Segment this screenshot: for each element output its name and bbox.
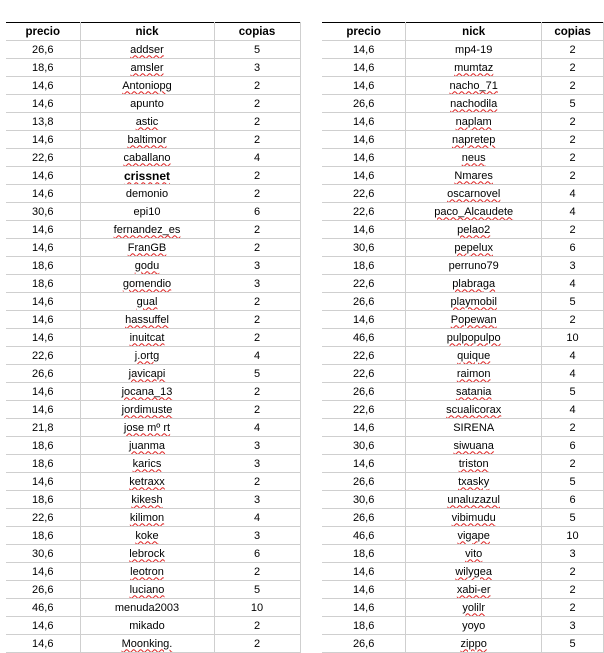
- cell-copias: 5: [542, 293, 604, 311]
- cell-copias: 4: [214, 419, 300, 437]
- cell-nick: jocana_13: [80, 383, 214, 401]
- table-row: [322, 563, 604, 581]
- table-row: [6, 545, 300, 563]
- cell-nick: vigape: [406, 527, 542, 545]
- table-row: [6, 365, 300, 383]
- cell-copias: 4: [542, 203, 604, 221]
- table-row: [322, 131, 604, 149]
- cell-copias: 2: [542, 455, 604, 473]
- cell-copias: 3: [214, 455, 300, 473]
- cell-nick: j.ortg: [80, 347, 214, 365]
- cell-copias: 4: [542, 365, 604, 383]
- table-row: [6, 347, 300, 365]
- cell-copias: 3: [214, 59, 300, 77]
- cell-nick: godu: [80, 257, 214, 275]
- cell-nick: caballano: [80, 149, 214, 167]
- cell-precio: 14,6: [322, 311, 406, 329]
- cell-precio: 14,6: [322, 563, 406, 581]
- cell-nick: perruno79: [406, 257, 542, 275]
- cell-copias: 2: [214, 635, 300, 653]
- cell-nick: epi10: [80, 203, 214, 221]
- table-row: [322, 527, 604, 545]
- cell-precio: 14,6: [322, 59, 406, 77]
- cell-nick: pulpopulpo: [406, 329, 542, 347]
- cell-copias: 2: [214, 185, 300, 203]
- cell-copias: 5: [214, 365, 300, 383]
- cell-precio: 14,6: [6, 311, 80, 329]
- cell-copias: 2: [542, 311, 604, 329]
- header-precio: precio: [6, 23, 80, 41]
- cell-nick: pelao2: [406, 221, 542, 239]
- cell-copias: 5: [542, 509, 604, 527]
- cell-precio: 14,6: [6, 635, 80, 653]
- table-row: [6, 401, 300, 419]
- cell-precio: 22,6: [322, 275, 406, 293]
- cell-precio: 26,6: [322, 95, 406, 113]
- cell-copias: 2: [542, 221, 604, 239]
- table-row: [322, 95, 604, 113]
- cell-nick: yolilr: [406, 599, 542, 617]
- table-row: [322, 491, 604, 509]
- cell-copias: 2: [214, 401, 300, 419]
- table-row: [6, 581, 300, 599]
- cell-copias: 5: [542, 473, 604, 491]
- cell-copias: 2: [214, 221, 300, 239]
- cell-precio: 14,6: [322, 131, 406, 149]
- cell-copias: 4: [542, 185, 604, 203]
- cell-nick: vito: [406, 545, 542, 563]
- cell-copias: 2: [214, 113, 300, 131]
- table-row: [6, 257, 300, 275]
- cell-precio: 26,6: [322, 473, 406, 491]
- cell-precio: 18,6: [6, 437, 80, 455]
- cell-precio: 14,6: [322, 77, 406, 95]
- table-row: [322, 311, 604, 329]
- cell-copias: 3: [542, 617, 604, 635]
- cell-precio: 14,6: [6, 563, 80, 581]
- cell-copias: 4: [214, 509, 300, 527]
- cell-copias: 10: [542, 527, 604, 545]
- cell-copias: 2: [214, 239, 300, 257]
- cell-precio: 14,6: [6, 221, 80, 239]
- cell-nick: apunto: [80, 95, 214, 113]
- table-row: [322, 437, 604, 455]
- header-row: [322, 23, 604, 41]
- cell-precio: 14,6: [322, 167, 406, 185]
- table-row: [322, 329, 604, 347]
- table-row: [6, 311, 300, 329]
- table-row: [322, 77, 604, 95]
- cell-precio: 22,6: [322, 365, 406, 383]
- cell-precio: 22,6: [6, 509, 80, 527]
- cell-nick: addser: [80, 41, 214, 59]
- cell-copias: 3: [542, 257, 604, 275]
- cell-precio: 18,6: [322, 257, 406, 275]
- cell-precio: 14,6: [322, 455, 406, 473]
- cell-copias: 6: [542, 437, 604, 455]
- cell-precio: 46,6: [322, 329, 406, 347]
- table-row: [6, 599, 300, 617]
- cell-precio: 14,6: [6, 77, 80, 95]
- cell-copias: 6: [214, 203, 300, 221]
- cell-copias: 2: [214, 473, 300, 491]
- cell-precio: 30,6: [322, 437, 406, 455]
- cell-precio: 14,6: [6, 167, 80, 185]
- table-row: [322, 599, 604, 617]
- cell-nick: quique: [406, 347, 542, 365]
- cell-precio: 26,6: [6, 581, 80, 599]
- cell-copias: 6: [214, 545, 300, 563]
- table-row: [322, 581, 604, 599]
- cell-copias: 5: [214, 581, 300, 599]
- cell-nick: demonio: [80, 185, 214, 203]
- cell-copias: 3: [214, 491, 300, 509]
- cell-copias: 2: [542, 581, 604, 599]
- cell-copias: 2: [214, 293, 300, 311]
- cell-precio: 18,6: [6, 275, 80, 293]
- cell-precio: 14,6: [322, 581, 406, 599]
- cell-precio: 30,6: [322, 491, 406, 509]
- cell-copias: 4: [214, 347, 300, 365]
- cell-nick: karics: [80, 455, 214, 473]
- table-row: [6, 41, 300, 59]
- cell-precio: 26,6: [322, 383, 406, 401]
- cell-nick: neus: [406, 149, 542, 167]
- cell-nick: siwuana: [406, 437, 542, 455]
- cell-precio: 18,6: [6, 491, 80, 509]
- cell-copias: 2: [214, 563, 300, 581]
- cell-precio: 14,6: [322, 41, 406, 59]
- table-row: [6, 419, 300, 437]
- cell-nick: astic: [80, 113, 214, 131]
- cell-nick: txasky: [406, 473, 542, 491]
- cell-precio: 18,6: [6, 455, 80, 473]
- cell-nick: lebrock: [80, 545, 214, 563]
- cell-precio: 21,8: [6, 419, 80, 437]
- table-row: [322, 221, 604, 239]
- cell-nick: amsler: [80, 59, 214, 77]
- cell-precio: 14,6: [6, 401, 80, 419]
- cell-precio: 30,6: [322, 239, 406, 257]
- cell-copias: 2: [214, 131, 300, 149]
- table-row: [6, 563, 300, 581]
- cell-nick: nachodila: [406, 95, 542, 113]
- table-row: [322, 167, 604, 185]
- cell-nick: yoyo: [406, 617, 542, 635]
- cell-copias: 2: [542, 59, 604, 77]
- cell-nick: playmobil: [406, 293, 542, 311]
- cell-precio: 14,6: [6, 293, 80, 311]
- cell-precio: 18,6: [6, 59, 80, 77]
- left-table: [6, 22, 301, 653]
- cell-precio: 22,6: [322, 203, 406, 221]
- cell-nick: wilygea: [406, 563, 542, 581]
- table-row: [322, 59, 604, 77]
- table-row: [6, 239, 300, 257]
- cell-copias: 5: [542, 95, 604, 113]
- table-row: [322, 509, 604, 527]
- cell-precio: 26,6: [322, 509, 406, 527]
- cell-precio: 14,6: [6, 383, 80, 401]
- cell-nick: vibimudu: [406, 509, 542, 527]
- cell-precio: 26,6: [322, 635, 406, 653]
- cell-copias: 2: [214, 95, 300, 113]
- cell-copias: 2: [542, 167, 604, 185]
- cell-nick: plabraga: [406, 275, 542, 293]
- table-row: [6, 77, 300, 95]
- cell-precio: 46,6: [322, 527, 406, 545]
- cell-copias: 2: [542, 77, 604, 95]
- cell-nick: javicapi: [80, 365, 214, 383]
- cell-precio: 22,6: [6, 347, 80, 365]
- right-table: [322, 22, 604, 653]
- table-row: [6, 527, 300, 545]
- cell-precio: 30,6: [6, 203, 80, 221]
- cell-precio: 14,6: [322, 221, 406, 239]
- table-row: [322, 113, 604, 131]
- cell-copias: 2: [542, 419, 604, 437]
- table-row: [322, 383, 604, 401]
- table-row: [6, 149, 300, 167]
- cell-copias: 2: [214, 77, 300, 95]
- cell-copias: 10: [542, 329, 604, 347]
- cell-precio: 22,6: [6, 149, 80, 167]
- cell-precio: 14,6: [6, 185, 80, 203]
- cell-copias: 5: [542, 635, 604, 653]
- cell-copias: 2: [542, 599, 604, 617]
- table-row: [322, 347, 604, 365]
- table-row: [322, 149, 604, 167]
- cell-precio: 14,6: [322, 419, 406, 437]
- cell-precio: 46,6: [6, 599, 80, 617]
- table-row: [6, 113, 300, 131]
- table-row: [322, 545, 604, 563]
- cell-copias: 2: [542, 41, 604, 59]
- cell-copias: 2: [542, 113, 604, 131]
- cell-copias: 2: [214, 383, 300, 401]
- cell-nick: paco_Alcaudete: [406, 203, 542, 221]
- cell-nick: kilimon: [80, 509, 214, 527]
- cell-nick: gomendio: [80, 275, 214, 293]
- cell-nick: Nmares: [406, 167, 542, 185]
- cell-precio: 14,6: [6, 473, 80, 491]
- cell-nick: hassuffel: [80, 311, 214, 329]
- cell-precio: 26,6: [6, 365, 80, 383]
- cell-copias: 3: [214, 275, 300, 293]
- cell-precio: 26,6: [6, 41, 80, 59]
- cell-precio: 14,6: [322, 113, 406, 131]
- cell-precio: 14,6: [6, 239, 80, 257]
- table-row: [322, 257, 604, 275]
- table-row: [322, 401, 604, 419]
- table-row: [322, 617, 604, 635]
- cell-precio: 18,6: [6, 527, 80, 545]
- cell-precio: 14,6: [322, 149, 406, 167]
- cell-copias: 10: [214, 599, 300, 617]
- cell-nick: crissnet: [80, 167, 214, 185]
- cell-nick: FranGB: [80, 239, 214, 257]
- header-copias: copias: [542, 23, 604, 41]
- cell-copias: 5: [542, 383, 604, 401]
- cell-precio: 14,6: [322, 599, 406, 617]
- table-row: [322, 41, 604, 59]
- cell-copias: 4: [542, 275, 604, 293]
- cell-copias: 3: [214, 527, 300, 545]
- table-row: [6, 509, 300, 527]
- header-row: [6, 23, 300, 41]
- cell-nick: juanma: [80, 437, 214, 455]
- cell-nick: koke: [80, 527, 214, 545]
- table-row: [6, 491, 300, 509]
- cell-copias: 4: [542, 347, 604, 365]
- table-row: [322, 203, 604, 221]
- header-nick: nick: [406, 23, 542, 41]
- cell-precio: 26,6: [322, 293, 406, 311]
- cell-nick: zippo: [406, 635, 542, 653]
- cell-nick: Antoniopg: [80, 77, 214, 95]
- cell-nick: triston: [406, 455, 542, 473]
- cell-precio: 14,6: [6, 131, 80, 149]
- table-row: [6, 635, 300, 653]
- table-row: [322, 239, 604, 257]
- cell-nick: kikesh: [80, 491, 214, 509]
- cell-nick: jose mº rt: [80, 419, 214, 437]
- table-row: [6, 131, 300, 149]
- cell-precio: 13,8: [6, 113, 80, 131]
- table-row: [6, 293, 300, 311]
- cell-nick: inuitcat: [80, 329, 214, 347]
- table-row: [6, 59, 300, 77]
- table-row: [322, 185, 604, 203]
- cell-copias: 6: [542, 491, 604, 509]
- table-row: [6, 275, 300, 293]
- table-row: [6, 617, 300, 635]
- table-row: [322, 419, 604, 437]
- cell-nick: pepelux: [406, 239, 542, 257]
- cell-precio: 22,6: [322, 401, 406, 419]
- cell-nick: xabi-er: [406, 581, 542, 599]
- cell-copias: 2: [214, 617, 300, 635]
- cell-nick: oscarnovel: [406, 185, 542, 203]
- cell-copias: 2: [214, 329, 300, 347]
- cell-precio: 18,6: [322, 617, 406, 635]
- header-precio: precio: [322, 23, 406, 41]
- cell-precio: 14,6: [6, 95, 80, 113]
- cell-nick: mumtaz: [406, 59, 542, 77]
- header-copias: copias: [214, 23, 300, 41]
- header-nick: nick: [80, 23, 214, 41]
- cell-nick: napretep: [406, 131, 542, 149]
- cell-nick: mp4-19: [406, 41, 542, 59]
- table-row: [322, 455, 604, 473]
- cell-copias: 2: [214, 311, 300, 329]
- table-row: [6, 95, 300, 113]
- table-row: [6, 383, 300, 401]
- cell-nick: satania: [406, 383, 542, 401]
- cell-nick: jordimuste: [80, 401, 214, 419]
- table-row: [6, 221, 300, 239]
- cell-nick: mikado: [80, 617, 214, 635]
- cell-precio: 22,6: [322, 185, 406, 203]
- cell-precio: 18,6: [322, 545, 406, 563]
- table-row: [6, 437, 300, 455]
- table-row: [6, 185, 300, 203]
- cell-copias: 3: [214, 257, 300, 275]
- cell-nick: Popewan: [406, 311, 542, 329]
- cell-nick: unaluzazul: [406, 491, 542, 509]
- cell-copias: 4: [542, 401, 604, 419]
- cell-nick: SIRENA: [406, 419, 542, 437]
- cell-nick: gual: [80, 293, 214, 311]
- table-row: [322, 635, 604, 653]
- cell-precio: 22,6: [322, 347, 406, 365]
- cell-precio: 14,6: [6, 329, 80, 347]
- cell-copias: 3: [542, 545, 604, 563]
- cell-nick: Moonking.: [80, 635, 214, 653]
- cell-copias: 2: [214, 167, 300, 185]
- cell-nick: luciano: [80, 581, 214, 599]
- cell-precio: 18,6: [6, 257, 80, 275]
- table-row: [322, 293, 604, 311]
- cell-nick: leotron: [80, 563, 214, 581]
- table-row: [6, 167, 300, 185]
- cell-copias: 2: [542, 131, 604, 149]
- cell-copias: 5: [214, 41, 300, 59]
- cell-copias: 2: [542, 563, 604, 581]
- cell-nick: naplam: [406, 113, 542, 131]
- table-row: [6, 473, 300, 491]
- table-row: [6, 203, 300, 221]
- cell-nick: menuda2003: [80, 599, 214, 617]
- cell-copias: 3: [214, 437, 300, 455]
- cell-nick: nacho_71: [406, 77, 542, 95]
- table-row: [322, 365, 604, 383]
- cell-nick: raimon: [406, 365, 542, 383]
- table-row: [322, 275, 604, 293]
- table-row: [322, 473, 604, 491]
- cell-nick: ketraxx: [80, 473, 214, 491]
- cell-copias: 4: [214, 149, 300, 167]
- cell-precio: 30,6: [6, 545, 80, 563]
- cell-nick: baltimor: [80, 131, 214, 149]
- table-row: [6, 455, 300, 473]
- cell-nick: scualicorax: [406, 401, 542, 419]
- cell-copias: 6: [542, 239, 604, 257]
- table-row: [6, 329, 300, 347]
- cell-nick: fernandez_es: [80, 221, 214, 239]
- cell-precio: 14,6: [6, 617, 80, 635]
- cell-copias: 2: [542, 149, 604, 167]
